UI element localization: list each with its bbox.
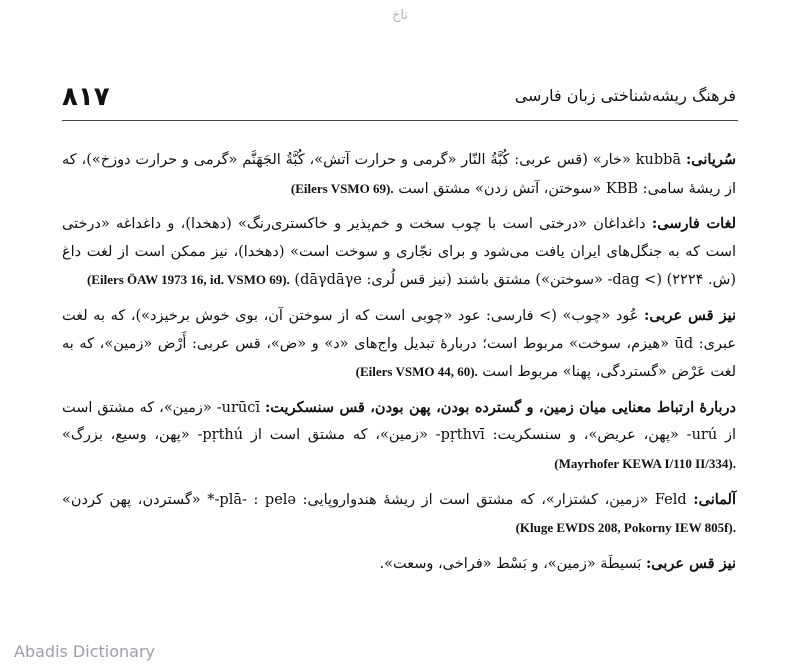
language-label: لغات فارسی: <box>651 215 737 233</box>
header-divider <box>62 120 738 121</box>
language-label: نیز قس عربی: <box>645 554 736 572</box>
language-label: سُریانی: <box>685 151 737 168</box>
citation: (Eilers ÖAW 1973 16, id. VSMO 69). <box>86 272 290 288</box>
paragraph-arabic-basita <box>62 550 736 579</box>
paragraph-text: داغداغان «درختی است با چوب سخت و خم‌پذیر و خاکستری‌رنگ» (دهخدا)، و داغداغه «درختی است که به جنگل‌های ایران یافت می‌شود و برای نجّاری و سوخت است» (دهخدا)، نیز ممکن است از لغت داغ (ش. ۲۲۲۴) (> dag- «سوختن») مشتق باشند (نیز قس لُری: dāγdāγe) <box>62 216 736 289</box>
language-label: نیز قس عربی: <box>644 306 736 324</box>
paragraph-german <box>62 486 736 543</box>
page-number: ۸۱۷ <box>62 82 110 112</box>
paragraph-text: kubbā «خار» (قس عربی: كُبَّةُ النّار «گرمی و حرارت آتش»، كُبَّةُ الجَهَنَّم «گرمی و حرارت دوزخ»)، که از ریشهٔ سامی: KBB «سوختن، آتش زدن» مشتق است <box>62 152 736 197</box>
language-label: آلمانی: <box>693 490 736 508</box>
paragraph-text: بَسیطَة «زمین»، و بَسْط «فراخی، وسعت». <box>379 555 642 572</box>
paragraph-sanskrit <box>62 394 736 479</box>
citation: (Mayrhofer KEWA I/110 II/334). <box>554 455 736 471</box>
paragraph-text: urūcī- «زمین»، که مشتق است از urú- «پهن، عریض»، و سنسکریت: pṛthvī- «زمین»، که مشتق است از pṛthú- «پهن، وسیع، بزرگ» <box>62 399 737 444</box>
paragraph-text: عُود «چوب» (> فارسی: عود «چوبی است که از سوختن آن، بوی خوش برخیزد»)، که به لغت عبری: ūd «هیزم، سوخت» مربوط است؛ دربارهٔ تبدیل واج‌های «د» و «ض»، قس عربی: أَرْض «زمین»، که به لغت عَرْض «گستردگی، پهنا» مربوط است <box>62 307 736 381</box>
citation: (Kluge EWDS 208, Pokorny IEW 805f). <box>515 520 736 536</box>
site-watermark: Abadis Dictionary <box>14 642 155 661</box>
paragraph-syriac <box>62 146 736 203</box>
paragraph-text: Feld «زمین، کشتزار»، که مشتق است از ریشهٔ هندواروپایی: plā- : pelə-* «گستردن، پهن کردن» <box>62 491 687 508</box>
language-label: دربارهٔ ارتباط معنایی میان زمین، و گسترده بودن، پهن بودن، قس سنسکریت: <box>264 398 736 416</box>
top-watermark-word: تاخ <box>392 8 408 23</box>
citation: (Eilers VSMO 44, 60). <box>355 364 478 380</box>
dictionary-entry-body <box>62 146 736 585</box>
paragraph-persian <box>62 210 736 295</box>
paragraph-arabic-ud <box>62 302 736 387</box>
citation: (Eilers VSMO 69). <box>290 180 394 196</box>
running-header: فرهنگ ریشه‌شناختی زبان فارسی <box>514 86 736 105</box>
